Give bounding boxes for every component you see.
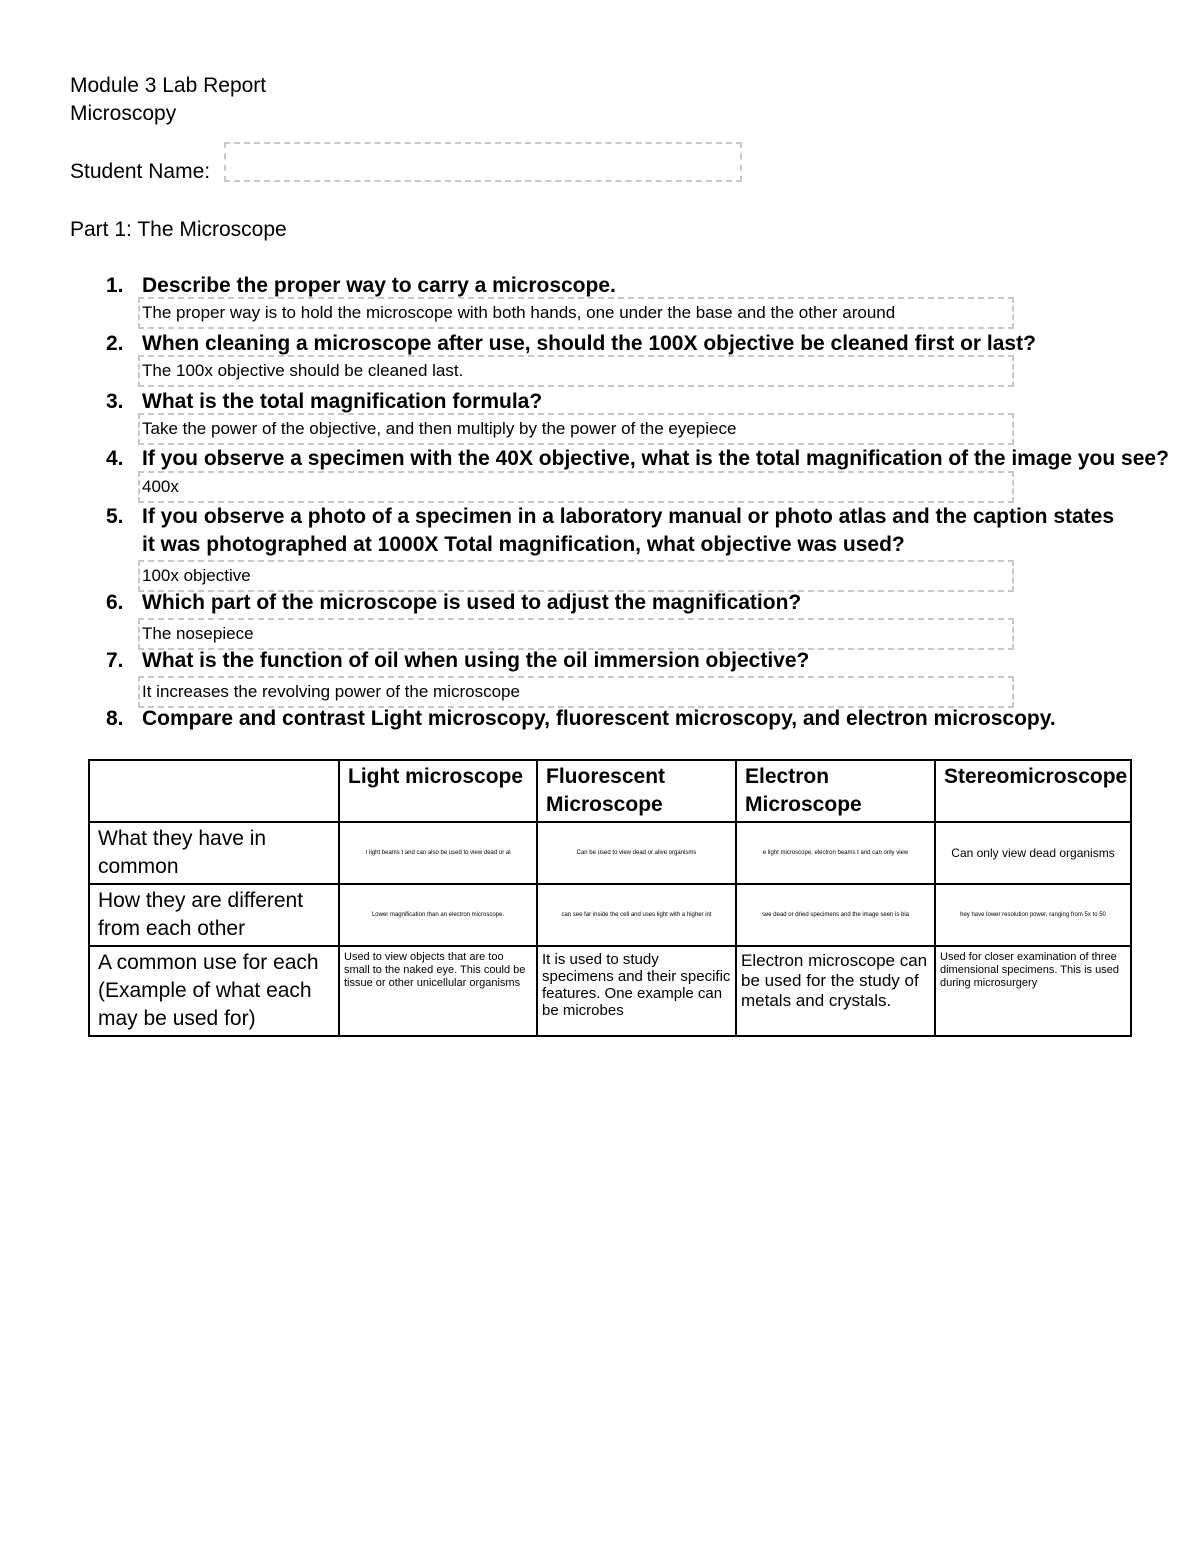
column-header: Fluorescent Microscope [537, 760, 736, 822]
student-name-field[interactable] [224, 142, 742, 182]
question-number: 1. [106, 274, 124, 297]
question-text: Which part of the microscope is used to adjust the magnification? [142, 591, 802, 614]
answer-field-1[interactable]: The proper way is to hold the microscope with both hands, one under the base and the other around [138, 297, 1014, 329]
table-cell[interactable]: Used to view objects that are too small to the naked eye. This could be tissue or other unicellular organisms [339, 946, 537, 1036]
column-header: Stereomicroscope [935, 760, 1131, 822]
answer-field-6[interactable]: The nosepiece [138, 618, 1014, 650]
answer-field-2[interactable]: The 100x objective should be cleaned last. [138, 355, 1014, 387]
row-header: A common use for each (Example of what each may be used for) [89, 946, 339, 1036]
answer-field-5[interactable]: 100x objective [138, 560, 1014, 592]
question-7 [106, 647, 809, 675]
table-header-row [89, 760, 1131, 822]
document-subtitle: Microscopy [70, 102, 177, 125]
question-number: 8. [106, 707, 124, 730]
row-header: What they have in common [89, 822, 339, 884]
question-number: 5. [106, 505, 124, 528]
table-row [89, 946, 1131, 1036]
question-2 [106, 330, 1036, 358]
question-4 [106, 445, 1169, 473]
question-number: 6. [106, 591, 124, 614]
column-header: Electron Microscope [736, 760, 935, 822]
question-number: 7. [106, 649, 124, 672]
part-title: Part 1: The Microscope [70, 218, 287, 241]
table-cell[interactable]: Can be used to view dead or alive organisms [537, 822, 736, 884]
question-text: If you observe a specimen with the 40X objective, what is the total magnification of the image you see? [142, 447, 1169, 470]
question-6 [106, 589, 801, 617]
question-number: 4. [106, 447, 124, 470]
question-text: What is the total magnification formula? [142, 390, 543, 413]
student-name-label: Student Name: [70, 160, 211, 183]
answer-field-4[interactable]: 400x [138, 471, 1014, 503]
question-3 [106, 388, 542, 416]
table-cell[interactable]: Used for closer examination of three dimensional specimens. This is used during microsurgery [935, 946, 1131, 1036]
table-row [89, 884, 1131, 946]
table-cell[interactable]: r light beams t and can also be used to view dead or al [339, 822, 537, 884]
question-text: When cleaning a microscope after use, should the 100X objective be cleaned first or last? [142, 332, 1036, 355]
table-cell[interactable]: e light microscope, electron beams t and can only view [736, 822, 935, 884]
comparison-table [88, 759, 1132, 1037]
question-text: What is the function of oil when using the oil immersion objective? [142, 649, 810, 672]
question-5 [106, 503, 1132, 559]
table-cell[interactable]: can see far inside the cell and uses light with a higher int [537, 884, 736, 946]
table-cell[interactable]: Lower magnification than an electron microscope. [339, 884, 537, 946]
question-number: 2. [106, 332, 124, 355]
column-header: Light microscope [339, 760, 537, 822]
question-text: If you observe a photo of a specimen in a laboratory manual or photo atlas and the caption states it was photographed at 1000X Total magnification, what objective was used? [142, 505, 1115, 556]
row-header: How they are different from each other [89, 884, 339, 946]
question-text: Describe the proper way to carry a microscope. [142, 274, 616, 297]
table-row [89, 822, 1131, 884]
table-cell[interactable]: see dead or dried specimens and the image seen is bla [736, 884, 935, 946]
table-cell[interactable]: Electron microscope can be used for the study of metals and crystals. [736, 946, 935, 1036]
question-1 [106, 272, 616, 300]
question-text: Compare and contrast Light microscopy, fluorescent microscopy, and electron microscopy. [142, 707, 1056, 730]
document-title: Module 3 Lab Report [70, 74, 267, 97]
column-header-empty [89, 760, 339, 822]
question-8 [106, 705, 1056, 733]
table-cell[interactable]: Can only view dead organisms [935, 822, 1131, 884]
table-cell[interactable]: hey have lower resolution power, ranging from 5x to 50 [935, 884, 1131, 946]
table-cell[interactable]: It is used to study specimens and their specific features. One example can be microbes [537, 946, 736, 1036]
answer-field-7[interactable]: It increases the revolving power of the microscope [138, 676, 1014, 708]
answer-field-3[interactable]: Take the power of the objective, and then multiply by the power of the eyepiece [138, 413, 1014, 445]
question-number: 3. [106, 390, 124, 413]
